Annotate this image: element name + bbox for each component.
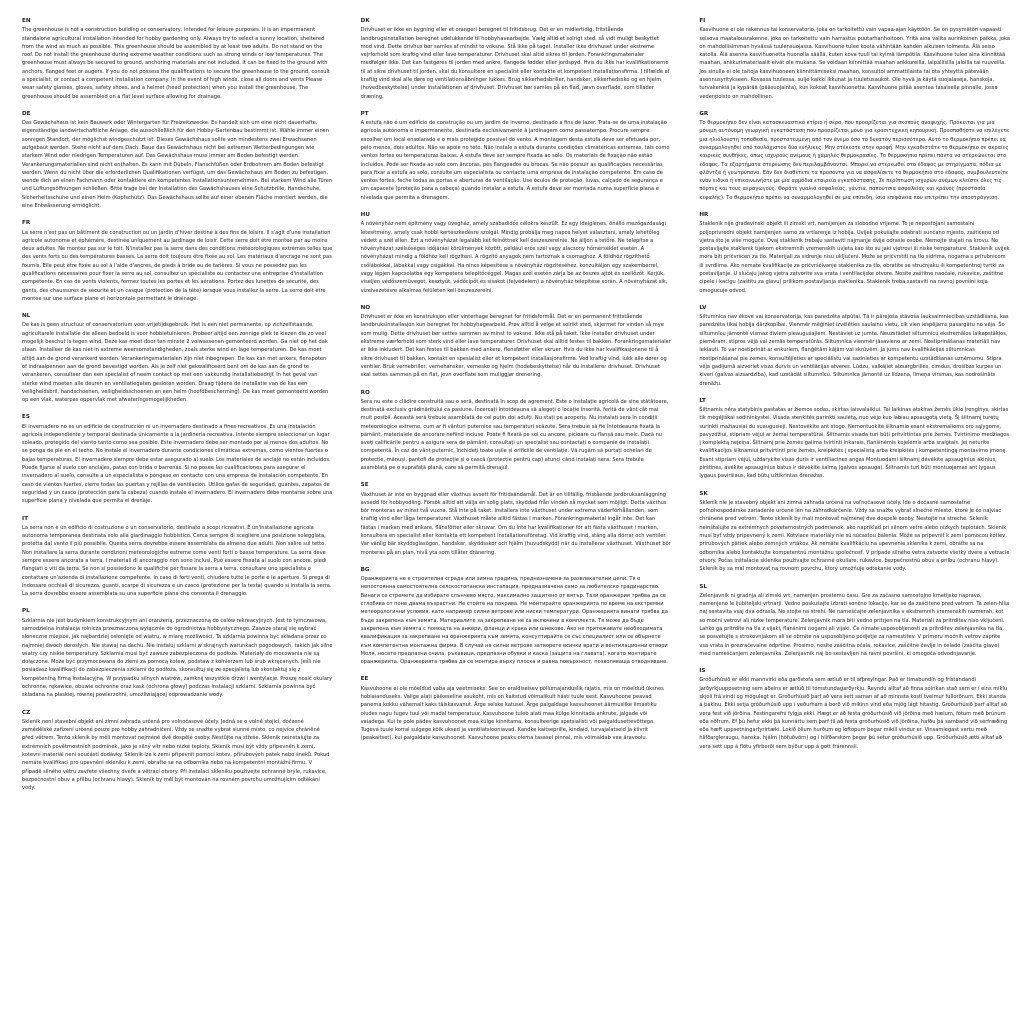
language-code: HR: [699, 212, 709, 219]
instruction-paragraph: El invernadero no es un edificio de construcción ni un invernadero destinado a fines recreativos. Es una instalación agrícola independiente y temporal destinada únicamente a la jardinería recreativa. Intente siempre seleccionar un lugar soleado, protegido del viento tanto como sea posible. Este invernadero debe ser montado por al menos dos adultos. No se ponga de pie en el techo. No instale el invernadero durante condiciones climáticas extremas, como vientos fuertes o bajas temperaturas. El invernadero siempre debe estar asegurado al suelo. Los materiales de anclaje no están incluidos. Puede fijarse al suelo con anclajes, patas con brida o barrenas. Si no posee las cualificaciones para asegurar el invernadero al suelo, consulte a un especialista o póngase en contacto con una empresa de instalación competente. En caso de vientos fuertes, cierre todas las puertas y rejillas de ventilación. Utilice gafas de seguridad, guantes, zapatos de seguridad y un casco (protección para la cabeza) cuando instale el invernadero. El invernadero debe montarse sobre una superficie plana y nivelada que permita el drenaje.: [22, 423, 333, 505]
language-code: SE: [360, 482, 369, 489]
language-code: IT: [22, 515, 28, 522]
instruction-paragraph: Το θερμοκήπιο δεν είναι κατασκευαστικό κτίριο ή σέρα, που προορίζεται για σκοπούς αναψυχής. Πρόκειται για μια μόνιμη αυτόνομη γεωργική εγκατάσταση που προορίζεται μόνο για ερασιτεχνική κηπουρική. Προσπαθήστε να επιλέγετε μια ηλιόλουστη τοποθεσία, προστατευμένη από τον άνεμο όσο το δυνατόν περισσότερο. Αυτό το θερμοκήπιο πρέπει να συναρμολογηθεί από τουλάχιστον δύο ενήλικες. Μην στέκεστε στην οροφή. Μην εγκαθιστάτε το θερμοκήπιο σε ακραίες καιρικές συνθήκες, όπως ισχυρούς ανέμους ή χαμηλές θερμοκρασίες. Το θερμοκήπιο πρέπει πάντα να στερεώνεται στο έδαφος. Τα εξαρτήματα στερέωσης δεν περιλαμβάνονται. Μπορεί να στερεωθεί στο έδαφος με στηρίγματα, πόδια με φλάντζα ή γεωτρύπανα. Εάν δεν διαθέτετε τα προσόντα για να ασφαλίσετε το θερμοκήπιο στο έδαφος, συμβουλευτείτε έναν ειδικό ή επικοινωνήστε με μια αρμόδια εταιρεία εγκατάστασης. Σε περίπτωση ισχυρών ανέμων κλείστε όλες τις πόρτες και τους αεραγωγούς. Φοράτε γυαλιά ασφαλείας, γάντια, παπούτσια ασφαλείας και κράνος (προστασία κεφαλής). Το θερμοκήπιο πρέπει να συναρμολογηθεί σε μια επίπεδη, ίσια επιφάνεια που επιτρέπει την αποστράγγιση.: [699, 120, 1010, 201]
language-section: [361, 18, 672, 101]
language-section: [699, 491, 1010, 574]
language-section: [699, 111, 1010, 202]
language-code: SL: [699, 583, 707, 590]
language-code: NL: [22, 313, 31, 320]
language-section: [361, 676, 672, 742]
language-code: LT: [699, 397, 706, 404]
instruction-paragraph: Kasvuhoone ei ole mõeldud vaba aja veetmiseks. See on eraldiseisev põllumajanduslik rajatis, mis on mõeldud üksnes hobiaianduseks. Valige alati päikeseline asukoht, mis on kaitstud võimalikult hästi tuule eest. Kasvuhoone peavad panema kokku vähemalt kaks täiskasvanut. Ärge seiske katusel. Ärge paigaldage kasvuhoonet äärmuslike ilmastiku oludes nagu tugev tuul või madal temperatuur. Kasvuhoone tuleb alati maa külge kinnitada ankrute, jalgade või vaiadega. Kui te pole pädev kasvuhoonet maa külge kinnitama, konsulteerige spetsialisti või paigaldusettevõttega. Tugeva tuule korral sulgege kõik uksed ja ventilatsiooniavad. Kandke kaitseprille, kindaid, turvajalatseid ja kiivrit (peakaitset), kui paigaldate kasvuhoonet. Kasvuhoone peaks olema tasasel pinnal, mis võimaldab vee äravoolu.: [360, 685, 664, 742]
language-section: [699, 668, 1010, 751]
language-code: NO: [360, 304, 371, 311]
language-section: [361, 111, 672, 202]
language-section: [361, 567, 672, 666]
instruction-paragraph: Zelenjavnik ni gradnja ali zimski vrt, namenjen prostemu času. Gre za začasno samostojno kmetijsko napravo, namenjeno le ljubiteljski vrtnarji. Vedno poskušajte izbrati sončno lokacijo, kar se da zaščiteno pred vetrom. Ta zelen-hiša naj sestavita vsaj dva odrasla. Ne stojte na strehi. Ne nameščajte zelenjavnika v ekstremnih vremenskih razmerah, kot so močni vetrovi ali nizke temperature. Zelenjavnik mora biti vedno pritrjen na tla. Materiali za pritrditev niso vključeni. Lahko ga pritrdite na tla z vijaki, flanšnimi nogami ali vijaki. Če nimate usposobljenosti za pritrditev zelenjavnika na tla, se posvetujte s strokovnjakom ali se obrnite na usposobljeno podjetje za namestitev. V primeru močnih vetrov zaprite vsa vrata in prezračevalne odprtine. Prosimo, nosite zaščitna očala, rokavice, zaščitne čevlje in čelado (zaščita glave) med nameščanjem zelenjavnika. Zelenjavnik naj bo sestavljen na ravni površini, ki omogoča odvodnjavanje.: [699, 592, 1010, 657]
language-section: [22, 313, 333, 404]
language-section: [22, 414, 333, 505]
instruction-paragraph: Drivhuset er ikke en konstruksjon eller vinterhage beregnet for fritidsformål. Det er en permanent frittstående landbruksinstallasjon kun beregnet for hobbyhagearbeid. Prøv alltid å velge et solrikt sted, skjermet for vinden så mye som mulig. Dette drivhuset bør settes sammen av minst to voksne. Ikke stå på taket. Ikke installer drivhuset under ekstreme værforhold som sterk vind eller lave temperaturer. Drivhuset skal alltid festes til bakken. Forankringsmaterialer er ikke inkludert. Det kan festes til bakken med ankere, flensføtter eller skruer. Hvis du ikke har kvalifikasjonene til å sikre drivhuset til bakken, kontakt en spesialist eller et kompetent installasjonsfirma. Ved kraftig vind, lukk alle dører og ventiler. Bruk vernebriller, vernehansker, vernesko og hjelm (hodebeskyttelse) når du installerer drivhuset. Drivhuset skal settes sammen på en flat, jevn overflate som muliggjør drenering.: [360, 314, 671, 379]
language-code: IS: [699, 668, 706, 675]
language-code: PL: [22, 608, 30, 615]
language-code: BG: [360, 566, 370, 573]
language-code: EE: [360, 676, 369, 683]
language-section: [22, 608, 333, 699]
language-section: [699, 18, 1010, 101]
language-section: [22, 516, 333, 599]
instruction-paragraph: Gróðurhúsið er ekki mannvirki eða garðstofa sem ætluð er til afþreyingar. Það er tímabundin og fristandandi jarðyrkjuuppsetning sem aðeins er ætluð til tómstundagarðyrkju. Reyndu alltaf að finna sólríkan stað sem er í eins miklu skjóli frá vindi og mögulegt er. Gróðurhúsið þarf að vera sett saman af að minnsta kosti tveimur fullorðnum. Ekki standa á þakinu. Ekki setja gróðurhúsið upp í veðurham á borð við mikinn vind eða mjög lágt hitastig. Gróðurhúsið þarf alltaf að vera fest við jörðina. Festingarefni fylgja ekki. Hægt er að festa gróðurhúsið við jörðina með hælum, fótum með brúnum eða nöfrum. Ef þú hefur ekki þá kunnáttu sem þarf til að festa gróðurhúsið við jörðina, hafðu þá samband við sérfræðing eða hæft uppsetningarfyrirtæki. Lokið öllum hurðum og loftopum þegar mikill vindur er. Vinsamlegast vertu með hlífðargleraugu, hanska, hjálm (höfuðvörn) og í hlífðarskóm þegar þú setur gróðurhúsið upp. Gróðurhúsið ætti alltaf að vera sett upp á flötu yfirborði sem býður upp á gott frárennsli.: [699, 677, 1008, 750]
language-code: RO: [360, 389, 370, 396]
language-section: [22, 18, 333, 101]
instruction-paragraph: Staklenik nije građevinski objekt ili zimski vrt, namijenjen za slobodno vrijeme. To je nepostojani samostalni poljoprivredni objekt namijenjen samo za vrtlarenje iz hobija. Uvijek pokušajte odabrati sunčano mjesto, zaštićeno od vjetra što je više moguće. Ovaj staklenik trebaju sastaviti najmanje dvije odrasle osobe. Nemojte stajati na krovu. Ne postavljajte staklenik tijekom ekstremnih vremenskih uvjeta kao što su jaki vjetrovi ili niske temperature. Staklenik uvijek mora biti pričvršćen za tlo. Materijali za sidrenje nisu uključeni. Može se pričvrstiti na tlo sidrima, nogama s prirubnicom ili svrdlima. Ako nemate kvalifikacije za pričvršćivanje staklenika za tlo, obratite se stručnjaku ili kompetentnoj tvrtki za postavljanje. U slučaju jakog vjetra zatvorite sva vrata i ventilacijske otvore. Nosite zaštitne naočale, rukavice, zaštitne cipele i kacigu (zaštitu za glavu) prilikom postavljanja staklenika. Staklenik treba sastaviti na ravnoj površini koja omogućuje odvod.: [699, 221, 1010, 294]
language-section: [22, 111, 333, 210]
instruction-paragraph: Szklarnia nie jest budynkiem konstrukcyjnym ani oranżerią, przeznaczoną do celów rekreacyjnych. Jest to tymczasowa, samodzielna instalacja rolnicza przeznaczona wyłącznie do ogrodnictwa hobbystycznego. Zawsze staraj się wybrać słoneczne miejsce, jak najbardziej osłonięte od wiatru, w miarę możliwości. Ta szklarnia powinna być składana przez co najmniej dwóch dorosłych. Nie stawaj na dachu. Nie instaluj szklarni w skrajnych warunkach pogodowych, takich jak silne wiatry czy niskie temperatury. Szklarnia musi być zawsze zabezpieczona do podłoża. Materiały do mocowania nie są dołączone. Może być przymocowana do ziemi za pomocą kotew, podstaw z kołnierzem lub śrub wkręcanych. Jeśli nie posiadasz kwalifikacji do zabezpieczenia szklarni do podłoża, skonsultuj się ze specjalistą lub skontaktuj się z kompetentną firmą instalacyjną. W przypadku silnych wiatrów, zamknij wszystkie drzwi i wentylacje. Proszę nosić okulary ochronne, rękawice, obuwie ochronne oraz kask (ochrona głowy) podczas instalacji szklarni. Szklarnia powinna być składana na płaskiej, równej powierzchni, umożliwiającej odprowadzanie wody.: [22, 617, 333, 699]
language-code: GR: [699, 110, 709, 117]
instruction-paragraph: Оранжерията не е строителна сграда или зимна градина, предназначена за развлекателни цели. Тя е непостоянна самостоятелна селскостопанска инсталация, предназначена само за любителско градинарство. Винаги се стремете да избирате слънчево място, максимално защитено от вятър. Тази оранжерия трябва да се сглобява от поне двама възрастни. Не стойте на покрива. Не монтирайте оранжерията по време на екстремни метеорологични условия, като например силни ветрове или ниски температури. Оранжерията винаги трябва да бъде закрепена към земята. Материалите за закрепване не са включени в комплекта. Тя може да бъде закрепена към земята с помощта на анкери, фланци и крака или шнекове. Ако не притежавате необходимата квалификация за закрепване на оранжерията към земята, консултирайте се със специалист или се обърнете към компетентна монтажна фирма. В случай на силни ветрове затворете всички врати и вентилационни отвори Моля, носете предпазни очила, ръкавици, предпазни обувки и каска (защита на главата), когато монтирате оранжерията. Оранжерията трябва да се монтира върху плоска и равна повърхност, позволяваща отводняване.: [360, 576, 668, 666]
column-left: [22, 18, 333, 1016]
instruction-paragraph: Sera nu este o clădire construită sau o seră, destinată în scop de agrement. Este o instalație agricolă de sine stătătoare, destinată exclusiv grădinăritului ca pasiune. Încercați întotdeauna să alegeți o locație însorită, ferită de vânt cât mai mult posibil. Această seră trebuie asamblată de cel puțin doi adulți. Nu stați pe acoperiș. Nu instalați sera în condiții meteorologice extreme, cum ar fi vânturi puternice sau temperaturi scăzute. Sera trebuie să fie întotdeauna fixată la pământ, materialele de ancorare nefiind incluse. Poate fi fixată pe sol cu ancore, picioare cu flanșă sau melc. Dacă nu aveți calificările pentru a asigura sera de pământ, consultați un specialist sau contactați o companie de instalații competentă. În caz de vânt puternic, închideți toate ușile și orificiile de ventilație. Vă rugăm să purtați ochelari de protecție, mănuși, pantofi de protecție și o cască (protecție pentru cap) atunci când instalați sera. Sera trebuie asamblată pe o suprafață plană, care să permită drenajul.: [360, 398, 669, 472]
language-section: [22, 220, 333, 303]
language-section: [361, 305, 672, 380]
language-code: ES: [22, 414, 30, 421]
language-code: PT: [360, 110, 369, 117]
language-code: CZ: [22, 709, 31, 716]
instruction-paragraph: Kasvihuone ei ole rakennus tai konservatorio, joka on tarkoitettu vain vapaa-ajan käyttöön. Se on pysymätön vapaasti seisova maatalousrakenne, joka on tarkoitettu vain harrastus puutarhanhoitoon. Yritä aina valita aurinkoinen paikka, joka on mahdollisimman hyvässä tuulensuojassa. Kasvihuone tulee koota vähintään kahden aikuisen toimesta. Älä seiso katolla. Älä asenna kasvihuonetta huonolla säällä, kuten kova tuuli tai kylmä lämpötila. Kasvihuone tulee aina kiinnittää maahan, ankkurimateriaalit eivät ole mukana. Se voidaan kiinnittää maahan ankkureilla, laipallisilla jaloilla tai ruuveilla. Jos sinulla ei ole taitoja kasvihuoneen kiinnittämiseksi maahan, konsultoi ammattilaista tai ota yhteyttä pätevään asennusyritykseen. Kovassa tuulessa, sulje kaikki ikkunat ja tuuletusaukot. Ole hyvä ja käytä suojalaseja, hanskoja, turvakenkiä ja kypärää (pääsuojainta), kun kokoat kasvihuonetta. Kasvihuone pitää asentaa tasaiselle pinnalle, jossa vedenpoisto on mahdollinen.: [699, 27, 1010, 100]
language-code: SK: [699, 490, 708, 497]
instruction-paragraph: Das Gewächshaus ist kein Bauwerk oder Wintergarten für Freizeitzwecke. Es handelt sich um eine nicht dauerhafte, eigenständige landwirtschaftliche Anlage, die ausschließlich für den Hobby-Gartenbau bestimmt ist. Wähle immer einen sonnigen Standort, der möglichst windgeschützt ist. Dieses Gewächshaus sollte von mindestens zwei Erwachsenen aufgebaut werden. Stehe nicht auf dem Dach. Baue das Gewächshaus nicht bei extremen Wetterbedingungen wie starkem Wind oder niedrigen Temperaturen auf. Das Gewächshaus muss immer am Boden befestigt werden. Verankerungsmaterialien sind nicht enthalten. Es kann mit Dübeln, Flanschfüßen oder Erdbohrern am Boden befestigt werden. Wenn du nicht über die erforderlichen Qualifikationen verfügst, um das Gewächshaus am Boden zu befestigen, wende dich an einen Fachmann oder kontaktiere ein kompetentes Installationsunternehmen. Bei starkem Wind alle Türen und Lüftungsöffnungen schließen. Bitte trage bei der Installation des Gewächshauses eine Schutzbrille, Handschuhe, Sicherheitsschuhe und einen Helm (Kopfschutz). Das Gewächshaus sollte auf einer ebenen Fläche montiert werden, die eine Entwässerung ermöglicht.: [22, 120, 333, 210]
instruction-paragraph: A növényház nem építmény vagy üvegház, amely szabadidős célokra készült. Ez egy ideiglenes, önálló mezőgazdasági létesítmény, amely csak hobbi kertészkedésre szolgál. Mindig próbálja meg napos helyet választani, amely lehetőleg védett a szél ellen. Ezt a növényházat legalább két felnőttnek kell összeszerelnie. Ne álljon a tetőre. Ne telepítse a növényházat szélsőséges időjárási körülmények között, például erős szél vagy alacsony hőmérséklet esetén. A növényházat mindig a földhöz kell rögzíteni. A rögzítő anyagok nem tartoznak a csomaghoz. A földhöz rögzíthető csőlábokkal, lábakkal vagy csigákkal. Ha nincs képesítése a növényház rögzítéséhez, konzultáljon egy szakemberrel, vagy lépjen kapcsolatba egy kompetens telepítőcéggel. Magas szél esetén zárja be az összes ajtót és szellőzőt. Kérjük, viseljen védőszemüveget, kesztyűt, védőcipőt és sisakot (fejvédelem) a növényház telepítése során. A növényházat sík, vízelvezetésre alkalmas felületen kell összeszerelni.: [360, 221, 668, 294]
instruction-paragraph: Siltumnīca nav ēkove vai konservatorija, kas paredzēta atpūtai. Tā ir pārejoša stāvoša lauksaimniecības uzstādīšana, kas paredzēta tikai hobija dārzkopībai. Vienmēr mēģiniet izvēlēties saulainu vietu, cik vien iespējams pasargātu no vēja. Šo siltumnīcu jāmontē vismaz diviem pieaugušajiem. Nestāviet uz jumta. Neuzstādiet siltumnīcu ekstremālos laikapstākļos, piemēram, stipros vējā vai zemās temperatūrās. Siltumnīca vienmēr jāsavieno ar zemi. Nostiprināšanas materiāli nav iekļauti. To var nostiprināt ar enkuriem, flanģētām kājām vai skrūvēm. Ja jums nav kvalifikācijas siltumnīcas nostiprināšanai pie zemes, konsultējieties ar speciālistu vai sazinieties ar kompetentu uzstādīšanas uzņēmumu. Stipra vēja gadījumā aizveriet visas durvis un ventilācijas atveres. Lūdzu, valkājiet aizsargbrilles, cimdus, drošības kurpes un ķiveri (galvas aizsardzība), kad uzstādāt siltumnīcu. Siltumnīca jāmontē uz līdzena, līmeņa virsmas, kas nodrošināts drenāžu.: [699, 314, 1009, 387]
instruction-paragraph: The greenhouse is not a construction building or conservatory, intended for leisure purposes. It is an impermanent standalone agricultural installation intended for hobby gardening only. Always try to select a sunny location, sheltered from the wind as much as possible. This greenhouse should be assembled by at least two adults. Do not stand on the roof. Do not install the greenhouse during extreme weather conditions such as strong winds or low temperatures. The greenhouse must always be secured to ground, anchoring materials are not included. It can be fixed to the ground with anchors, flanged feet or augers. If you do not possess the qualifications to secure the greenhouse to the ground, consult a specialist, or contact a competent installation company. In the event of high winds, close all doors and vents Please wear safety glasses, gloves, safety shoes, and a helmet (head protection) when you install the greenhouse. The greenhouse should be assembled on a flat level surface allowing for drainage.: [22, 27, 330, 100]
language-section: [361, 482, 672, 557]
language-section: [699, 584, 1010, 659]
language-code: EN: [22, 18, 31, 24]
language-section: [699, 212, 1010, 295]
language-code: DE: [22, 110, 31, 117]
column-right: [699, 18, 1010, 1016]
language-code: DK: [360, 18, 370, 24]
language-code: LV: [699, 304, 707, 311]
language-section: [361, 390, 672, 473]
instruction-paragraph: A estufa não é um edifício de construção ou um jardim de inverno, destinado a fins de lazer. Trata-se de uma instalação agrícola autónoma e impermanente, destinada exclusivamente à jardinagem como passatempo. Procure sempre escolher um local ensolarado e o mais protegido possível do vento. A montagem desta estufa deve ser efetuada por, pelo menos, dois adultos. Não se apoie no teto. Não instale a estufa durante condições climatéricas extremas, tais como ventos fortes ou temperaturas baixas. A estufa deve ser sempre fixada ao solo. Os materiais de fixação não estão incluídos. Pode ser fixada ao solo com âncoras, pés flangeados ou brocas. Se não possuir as qualificações necessárias para fixar a estufa ao solo, consulte um especialista ou contacte uma empresa de instalação competente. Em caso de ventos fortes, feche todas as portas e aberturas de ventilação. Use óculos de proteção, luvas, calçado de segurança e um capacete (proteção para a cabeça) quando instalar a estufa. A estufa deve ser montada numa superfície plana e nivelada que permita a drenagem.: [360, 120, 670, 201]
instruction-paragraph: La serra non è un edificio di costruzione o un conservatorio, destinato a scopi ricreativi. È un'installazione agricola autonoma temporanea destinata solo alla giardinaggio hobbistico. Cerca sempre di scegliere una posizione soleggiata, protetta dal vento il più possibile. Questa serra dovrebbe essere assemblata da almeno due adulti. Non salire sul tetto. Non installare la serra durante condizioni meteorologiche estreme come venti forti o basse temperature. La serra deve sempre essere ancorata a terra. I materiali di ancoraggio non sono inclusi. Può essere fissata al suolo con ancore, piedi flangiati o viti da terra. Se non si possiedono le qualifiche per fissare la serra a terra, consultare uno specialista o contattare un'azienda di installazione competente. In caso di forti venti, chiudere tutte le porte e le aperture. Si prega di indossare occhiali di sicurezza, guanti, scarpe di sicurezza e un casco (protezione per la testa) quando si installa la serra. La serra dovrebbe essere assemblata su una superficie piana che consenta il drenaggio.: [22, 524, 332, 598]
language-section: [361, 212, 672, 295]
language-code: FI: [699, 18, 706, 24]
instruction-paragraph: De kas is geen structuur of conservatorium voor vrijetijdsgebruik. Het is een niet permanente, op zichzelfstaande, agricultarele installatie die alleen bedoeld is voor hobbietuinieren. Probeer altijd een zonnige plek te kiezen die zo veel mogelijk beschut is tegen wind. Deze kas moet door ten minste 2 volwassenen gemonteerd worden. Ga niet op het dak staan. Installeer de kas niet in extreme weersomstandigheden, zoals sterke wind en lage temperaturen. De kas moet altijd aan de grond verankerd worden. Verankeringsmaterialen zijn niet inbegrepen. De kas kan met ankers, flenspoten of indraaipennen aan de grond bevestigd worden. Als je zelf niet gekwalificeerd bent om de kas aan de grond te verankeren, consulteer dan een specialist of neem contact op met een vakkundig installatiebedrijf. In het geval van sterke wind moeten alle deuren en ventilatiegaten gesloten worden. Draag tijdens de installatie van de kas een veiligheidsbril, handschoenen, veiligheidsschoenen en een helm (hoofdbescherming). De kas moet gemonteerd worden op een vlak, waterpas oppervlak met afwateringsmogelijkheden.: [22, 322, 329, 404]
language-code: HU: [360, 212, 370, 219]
instruction-paragraph: Skleník není stavební objekt ani zimní zahrada určená pro volnočasové účely. Jedná se o volně stojící, dočasné zemědělské zařízení určené pouze pro hobby zahradničení. Vždy se snažte vybrat slunné místo, co nejvíce chráněné před větrem. Tento skleník by měli montovat nejméně dvě dospělé osoby. Nestůjte na střeše. Skleník neinstalujte za extrémních povětrnostních podmínek, jako je silný vítr nebo nízké teploty. Skleník musí být vždy připevněn k zemi, kotevní materiál není součástí dodávky. Skleník lze k zemi připevnit pomocí kotev, přírubových patek nebo šneků. Pokud nemáte kvalifikaci pro upevnění skleníku k zemi, obraťte se na odborníka nebo na kompetentní montážní firmu. V případě silného větru zavřete všechny dveře a větrací otvory. Při instalaci skleníku používejte ochranné brýle, rukavice, bezpečnostní obuv a přilbu (ochranu hlavy). Skleník by měl být montován na rovném povrchu umožňujícím odtékání vody.: [22, 718, 330, 792]
column-middle: [361, 18, 672, 1016]
instruction-paragraph: Skleník nie je stavebný objekt ani zimná záhrada určená na voľnočasové účely. Ide o dočasné samostatné poľnohospodárske zariadenie určené len na záhradkárčenie. Vždy sa snažte vybrať slnečné miesto, ktoré je čo najviac chránené pred vetrom. Tento skleník by mali montovať najmenej dve dospelé osoby. Nestojte na streche. Skleník neinštalujte za extrémnych poveternostných podmienok, ako napríklad pri silnom vetre alebo nízkych teplotách. Skleník musí byť vždy pripevnený k zemi. Kotviace materiály nie sú súčasťou balenia. Môže sa pripevniť k zemi pomocou kotiev, prírubových pätiek alebo zemných vrtákov. Ak nemáte kvalifikáciu na upevnenie skleníka k zemi, obráťte sa na odborníka alebo kontaktujte kompetentnú montážnu spoločnosť. V prípade silného vetra zatvorte všetky dvere a vetracie otvory. Počas inštalácie skleníka používajte ochranné okuliare, rukavice, bezpečnostnú obuv a prilbu (ochranu hlavy). Skleník by sa mal montovať na rovnom povrchu, ktorý umožňuje odtekanie vody.: [699, 499, 1010, 573]
language-section: [22, 710, 333, 793]
language-code: FR: [22, 220, 31, 227]
language-section: [699, 305, 1010, 388]
instruction-paragraph: La serre n'est pas un bâtiment de construction ou un jardin d'hiver destiné à des fins de loisirs. Il s'agit d'une installation agricole autonome et éphémère, destinée uniquement au jardinage de loisir. Cette serre doit être montée par au moins deux adultes. Ne montez pas sur le toit. N'installez pas la serre dans des conditions météorologiques extrêmes telles que des vents forts ou des températures basses. La serre doit toujours être fixée au sol. Les matériaux d'ancrage ne sont pas fournis. Elle peut être fixée au sol à l'aide d'ancres, de pieds à bride ou de tarières. Si vous ne possédez pas les qualifications nécessaires pour fixer la serre au sol, consultez un spécialiste ou contactez une entreprise d'installation compétente. En cas de vents violents, fermez toutes les portes et les aérations. Portez des lunettes de sécurité, des gants, des chaussures de sécurité et un casque (protection de la tête) lorsque vous installez la serre. La serre doit être montée sur une surface plane et horizontale permettant le drainage.: [22, 229, 333, 302]
instruction-paragraph: Växthuset är inte en byggnad eller växthus avsett för fritidsändamål. Det är en tillfällig, fristående jordbruksanläggning avsedd för hobbyodling. Försök alltid att välja en solig plats, skyddad från vinden så mycket som möjligt. Detta växthus bör monteras av minst två vuxna. Stå inte på taket. Installera inte växthuset under extrema väderförhållanden, som kraftig vind eller låga temperaturer. Växthuset måste alltid fästas i marken. Förankringsmaterial ingår inte. Det kan fästas i marken med ankare, flänsfötter eller skruvar. Om du inte har kvalifikationer för att fästa växthuset i marken, konsultera en specialist eller kontakta ett kompetent installationsföretag. Vid kraftig vind, stäng alla dörrar och ventiler. Var vänlig bär skyddsglasögon, handskar, skyddsskor och hjälm (huvudskydd) när du installerar växthuset. Växthuset bör monteras på en plan, nivå yta som tillåter dränering.: [360, 491, 671, 556]
instruction-paragraph: Drivhuset er ikke en bygning eller et orangeri beregnet til fritidsbrug. Det er en midlertidig, fritstående landbrugsinstallation beregnet udelukkende til hobbyhavearbejde. Vælg altid et solrigt sted, så vidt muligt beskyttet mod vind. Dette drivhus bør samles af mindst to voksne. Stå ikke på taget. Installer ikke drivhuset under ekstreme vejrforhold som kraftig vind eller lave temperaturer. Drivhuset skal altid sikres til jorden. Forankringsmaterialer medfølger ikke. Det kan fastgøres til jorden med ankre, flangede fødder eller jordspyd. Hvis du ikke har kvalifikationerne til at sikre drivhuset til jorden, skal du konsultere en specialist eller kontakte et kompetent installationsfirma. I tilfælde af kraftig vind skal alle døre og ventilationsåbninger lukkes. Brug sikkerhedsbriller, handsker, sikkerhedssko og en hjelm (hovedbeskyttelse) under installationen af drivhuset. Drivhuset bør samles på en flad, jævn overflade, som tillader dræning.: [360, 27, 670, 100]
instruction-paragraph: Šiltnamis nėra statybinis pastatas ar žiemos sodas, skirtas laisvalaikiui. Tai laikinas atskiras žemės ūkio įrenginys, skirtas tik mėgėjiškai sodininkystei. Visada stenkitės parinkti saulėtą, nuo vėjo kuo labiau apsaugotą vietą. Šį šiltnamį turėtų surinkti mažiausiai du suaugusieji. Nestovėkite ant stogo. Nemontuokite šiltnamio esant ekstremalioms oro sąlygoms, pavyzdžiui, stipriam vėjui ar žemai temperatūrai. Šiltnamis visada turi būti pritvirtintas prie žemės. Tvirtinimo medžiagos į komplektą neįeina. Šiltnamį prie žemės galima tvirtinti inkarais, flanšinėmis kojelėmis arba sraigtais. Jei neturite kvalifikacijos šiltnamiui pritvirtinti prie žemės, kreipkitės į specialistą arba kreipkitės į kompetentingą montavimo įmonę. Esant stipriam vėjui, uždarykite visas duris ir ventiliacines angas Montuodami šiltnamį dėvėkite apsauginius akinius, pirštines, avėkite apsauginius batus ir dėvėkite šalmą (galvos apsauga). Šiltnamis turi būti montuojamas ant lygaus lygaus paviršiaus, kad būtų užtikrintas drenažas.: [699, 407, 1010, 480]
language-section: [699, 398, 1010, 481]
